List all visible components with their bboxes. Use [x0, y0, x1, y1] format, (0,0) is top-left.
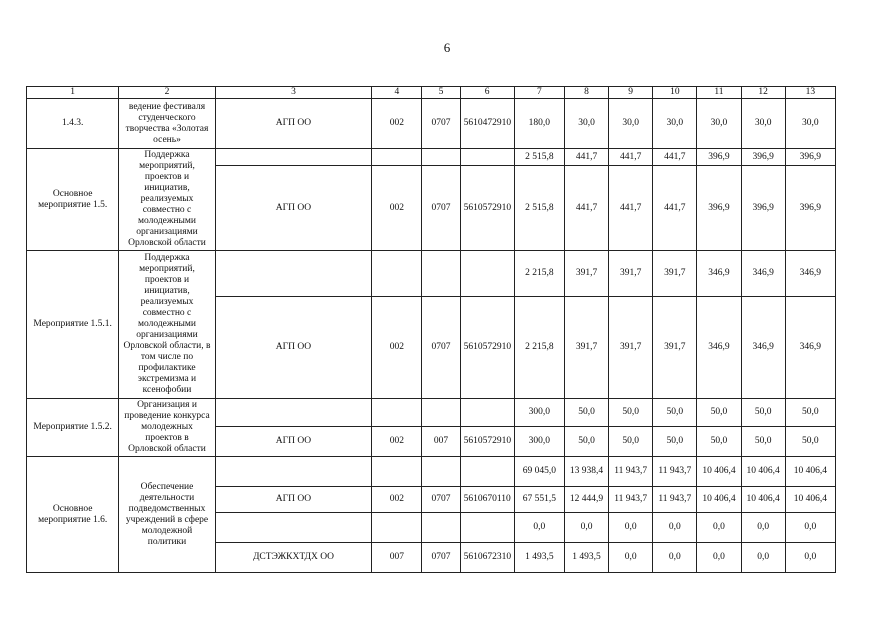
- col-header: 1: [27, 87, 119, 99]
- section-code-cell: 0707: [422, 543, 460, 573]
- activity-number: 1.4.3.: [27, 99, 119, 149]
- amount-cell: 396,9: [741, 166, 785, 251]
- executor-cell: [215, 251, 372, 297]
- executor-cell: АГП ОО: [215, 166, 372, 251]
- amount-cell: 300,0: [514, 427, 564, 457]
- section-code-cell: 0707: [422, 166, 460, 251]
- amount-cell: 0,0: [741, 513, 785, 543]
- amount-cell: 10 406,4: [785, 457, 835, 487]
- table-row: [27, 149, 836, 166]
- activity-number: Основное мероприятие 1.6.: [27, 457, 119, 573]
- amount-cell: 50,0: [653, 399, 697, 427]
- section-code-cell: [422, 251, 460, 297]
- amount-cell: 396,9: [697, 149, 741, 166]
- amount-cell: 391,7: [609, 297, 653, 399]
- amount-cell: 391,7: [564, 251, 608, 297]
- amount-cell: 11 943,7: [609, 457, 653, 487]
- amount-cell: 346,9: [697, 251, 741, 297]
- amount-cell: 346,9: [785, 251, 835, 297]
- amount-cell: 346,9: [785, 297, 835, 399]
- amount-cell: 50,0: [653, 427, 697, 457]
- executor-cell: АГП ОО: [215, 427, 372, 457]
- amount-cell: 441,7: [653, 149, 697, 166]
- amount-cell: 391,7: [609, 251, 653, 297]
- amount-cell: 2 215,8: [514, 297, 564, 399]
- executor-cell: [215, 513, 372, 543]
- table-row: [27, 399, 836, 427]
- target-article-cell: [460, 399, 514, 427]
- grbs-code-cell: [372, 149, 422, 166]
- target-article-cell: 5610572910: [460, 297, 514, 399]
- executor-cell: АГП ОО: [215, 99, 372, 149]
- amount-cell: 50,0: [697, 399, 741, 427]
- amount-cell: 50,0: [609, 427, 653, 457]
- target-article-cell: 5610672310: [460, 543, 514, 573]
- amount-cell: 396,9: [697, 166, 741, 251]
- amount-cell: 441,7: [653, 166, 697, 251]
- target-article-cell: 5610572910: [460, 166, 514, 251]
- col-header: 9: [609, 87, 653, 99]
- amount-cell: 50,0: [697, 427, 741, 457]
- grbs-code-cell: [372, 399, 422, 427]
- target-article-cell: 5610670110: [460, 487, 514, 513]
- amount-cell: 0,0: [697, 513, 741, 543]
- amount-cell: 30,0: [609, 99, 653, 149]
- amount-cell: 30,0: [653, 99, 697, 149]
- amount-cell: 10 406,4: [697, 487, 741, 513]
- amount-cell: 346,9: [741, 251, 785, 297]
- target-article-cell: [460, 149, 514, 166]
- target-article-cell: [460, 251, 514, 297]
- amount-cell: 391,7: [564, 297, 608, 399]
- amount-cell: 0,0: [609, 543, 653, 573]
- target-article-cell: [460, 513, 514, 543]
- section-code-cell: 0707: [422, 297, 460, 399]
- grbs-code-cell: 002: [372, 297, 422, 399]
- activity-description: Обеспечение деятельности подведомственных учреждений в сфере молодежной политики: [119, 457, 215, 573]
- grbs-code-cell: 002: [372, 99, 422, 149]
- amount-cell: 10 406,4: [741, 457, 785, 487]
- amount-cell: 0,0: [741, 543, 785, 573]
- amount-cell: 396,9: [785, 166, 835, 251]
- col-header: 4: [372, 87, 422, 99]
- amount-cell: 391,7: [653, 297, 697, 399]
- grbs-code-cell: 002: [372, 487, 422, 513]
- activity-number: Основное мероприятие 1.5.: [27, 149, 119, 251]
- grbs-code-cell: 002: [372, 166, 422, 251]
- budget-table: [26, 86, 836, 573]
- amount-cell: 13 938,4: [564, 457, 608, 487]
- amount-cell: 441,7: [564, 149, 608, 166]
- col-header: 8: [564, 87, 608, 99]
- executor-cell: [215, 149, 372, 166]
- activity-number: Мероприятие 1.5.2.: [27, 399, 119, 457]
- col-header: 12: [741, 87, 785, 99]
- amount-cell: 10 406,4: [697, 457, 741, 487]
- amount-cell: 0,0: [609, 513, 653, 543]
- section-code-cell: [422, 513, 460, 543]
- amount-cell: 0,0: [564, 513, 608, 543]
- amount-cell: 50,0: [785, 399, 835, 427]
- table-row: [27, 99, 836, 149]
- col-header: 3: [215, 87, 372, 99]
- col-header: 2: [119, 87, 215, 99]
- amount-cell: 0,0: [785, 543, 835, 573]
- amount-cell: 30,0: [741, 99, 785, 149]
- col-header: 6: [460, 87, 514, 99]
- amount-cell: 346,9: [741, 297, 785, 399]
- amount-cell: 180,0: [514, 99, 564, 149]
- executor-cell: АГП ОО: [215, 297, 372, 399]
- activity-number: Мероприятие 1.5.1.: [27, 251, 119, 399]
- col-header: 7: [514, 87, 564, 99]
- amount-cell: 441,7: [609, 166, 653, 251]
- amount-cell: 67 551,5: [514, 487, 564, 513]
- amount-cell: 50,0: [785, 427, 835, 457]
- amount-cell: 1 493,5: [564, 543, 608, 573]
- executor-cell: [215, 457, 372, 487]
- section-code-cell: [422, 399, 460, 427]
- amount-cell: 30,0: [697, 99, 741, 149]
- amount-cell: 396,9: [785, 149, 835, 166]
- amount-cell: 10 406,4: [785, 487, 835, 513]
- header-row: [27, 87, 836, 99]
- executor-cell: ДСТЭЖКХТДХ ОО: [215, 543, 372, 573]
- amount-cell: 11 943,7: [653, 457, 697, 487]
- col-header: 5: [422, 87, 460, 99]
- amount-cell: 50,0: [564, 399, 608, 427]
- grbs-code-cell: [372, 513, 422, 543]
- amount-cell: 50,0: [741, 399, 785, 427]
- amount-cell: 12 444,9: [564, 487, 608, 513]
- amount-cell: 2 515,8: [514, 149, 564, 166]
- amount-cell: 30,0: [785, 99, 835, 149]
- amount-cell: 0,0: [697, 543, 741, 573]
- activity-description: Организация и проведение конкурса молодежных проектов в Орловской области: [119, 399, 215, 457]
- amount-cell: 2 215,8: [514, 251, 564, 297]
- amount-cell: 2 515,8: [514, 166, 564, 251]
- executor-cell: АГП ОО: [215, 487, 372, 513]
- activity-description: ведение фестиваля студенческого творчества «Золотая осень»: [119, 99, 215, 149]
- amount-cell: 391,7: [653, 251, 697, 297]
- amount-cell: 11 943,7: [609, 487, 653, 513]
- col-header: 11: [697, 87, 741, 99]
- amount-cell: 300,0: [514, 399, 564, 427]
- amount-cell: 346,9: [697, 297, 741, 399]
- target-article-cell: 5610472910: [460, 99, 514, 149]
- target-article-cell: [460, 457, 514, 487]
- section-code-cell: 007: [422, 427, 460, 457]
- activity-description: Поддержка мероприятий, проектов и инициатив, реализуемых совместно с молодежными организациями Орловской области, в том числе по профилактике экстремизма и ксенофобии: [119, 251, 215, 399]
- amount-cell: 10 406,4: [741, 487, 785, 513]
- amount-cell: 396,9: [741, 149, 785, 166]
- section-code-cell: 0707: [422, 487, 460, 513]
- amount-cell: 50,0: [609, 399, 653, 427]
- table-row: [27, 251, 836, 297]
- amount-cell: 441,7: [564, 166, 608, 251]
- amount-cell: 0,0: [653, 543, 697, 573]
- amount-cell: 50,0: [564, 427, 608, 457]
- amount-cell: 1 493,5: [514, 543, 564, 573]
- executor-cell: [215, 399, 372, 427]
- grbs-code-cell: 002: [372, 427, 422, 457]
- amount-cell: 0,0: [785, 513, 835, 543]
- page-number: 6: [443, 40, 451, 55]
- grbs-code-cell: [372, 251, 422, 297]
- amount-cell: 69 045,0: [514, 457, 564, 487]
- col-header: 13: [785, 87, 835, 99]
- amount-cell: 441,7: [609, 149, 653, 166]
- table-row: [27, 457, 836, 487]
- activity-description: Поддержка мероприятий, проектов и инициатив, реализуемых совместно с молодежными организациями Орловской области: [119, 149, 215, 251]
- grbs-code-cell: 007: [372, 543, 422, 573]
- section-code-cell: 0707: [422, 99, 460, 149]
- section-code-cell: [422, 149, 460, 166]
- amount-cell: 0,0: [514, 513, 564, 543]
- grbs-code-cell: [372, 457, 422, 487]
- col-header: 10: [653, 87, 697, 99]
- amount-cell: 50,0: [741, 427, 785, 457]
- amount-cell: 30,0: [564, 99, 608, 149]
- section-code-cell: [422, 457, 460, 487]
- target-article-cell: 5610572910: [460, 427, 514, 457]
- amount-cell: 0,0: [653, 513, 697, 543]
- amount-cell: 11 943,7: [653, 487, 697, 513]
